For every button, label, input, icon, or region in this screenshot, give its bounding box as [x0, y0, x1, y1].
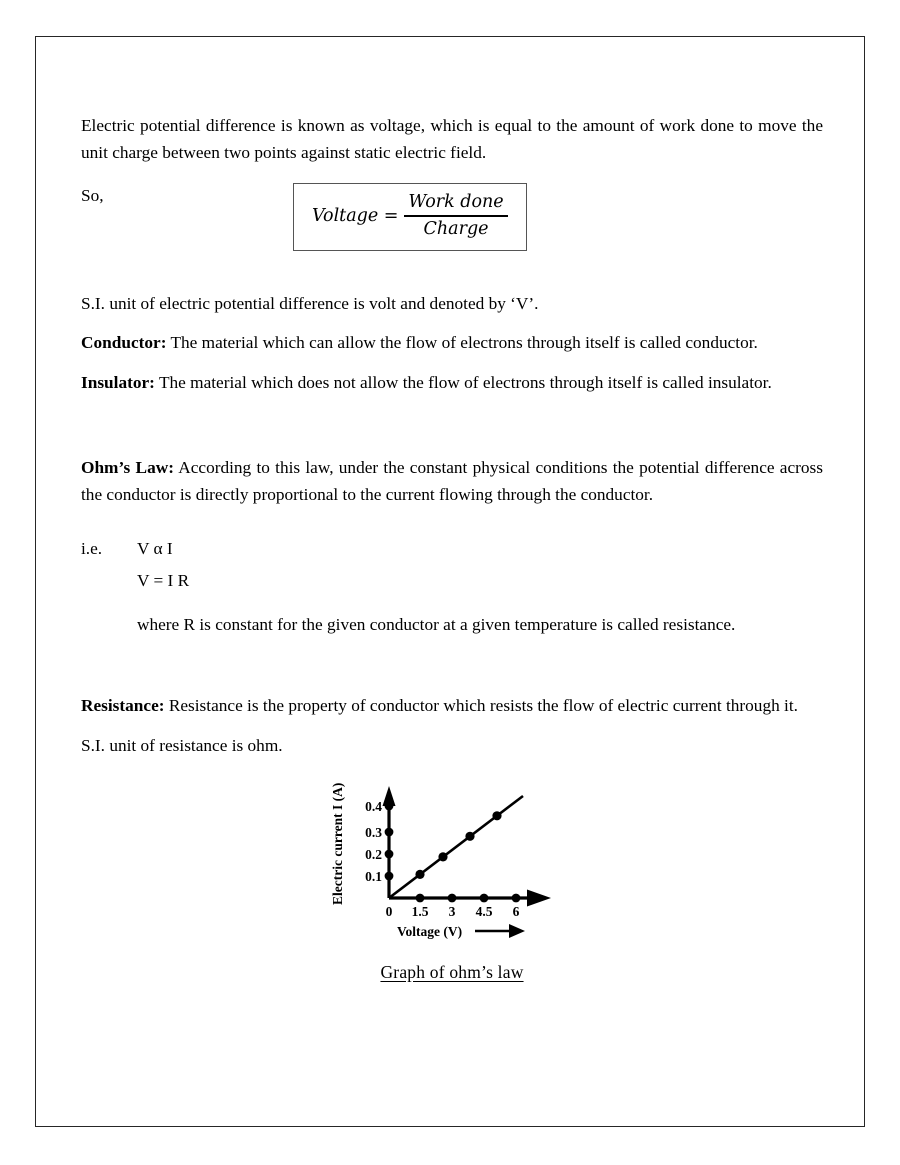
definition-ohms-law: According to this law, under the constant physical conditions the potential difference across the conductor is directly proportional to the current flowing through the conductor.	[81, 457, 823, 504]
y-axis-label: Electric current I (A)	[330, 782, 345, 905]
x-tick-label: 4.5	[475, 903, 493, 919]
x-axis-arrowhead	[527, 889, 551, 906]
data-point	[415, 869, 424, 878]
spacer	[81, 397, 823, 437]
spacer	[81, 251, 823, 291]
x-tick-dot	[416, 893, 425, 902]
spacer	[81, 437, 823, 455]
spacer	[81, 720, 823, 733]
paragraph-si-unit-resistance: S.I. unit of resistance is ohm.	[81, 735, 283, 755]
formula-lhs: Voltage =	[312, 205, 399, 226]
term-ohms-law: Ohm’s Law:	[81, 457, 174, 477]
y-tick-label: 0.3	[365, 824, 382, 840]
y-tick-dot	[385, 871, 394, 880]
x-tick-dot	[512, 893, 521, 902]
y-tick-dot	[385, 849, 394, 858]
term-conductor: Conductor:	[81, 333, 167, 353]
voltage-formula-box	[293, 183, 527, 251]
expression-proportionality: V α I	[137, 538, 173, 558]
data-series-line	[389, 796, 523, 898]
document-content	[81, 113, 823, 983]
definition-insulator: The material which does not allow the flow of electrons through itself is called insulator.	[154, 373, 772, 393]
ohms-law-graph	[327, 780, 577, 960]
spacer	[81, 509, 823, 533]
formula-fraction	[404, 192, 507, 240]
data-point	[438, 852, 447, 861]
paragraph-insulator	[81, 370, 823, 397]
formula-row	[81, 183, 823, 251]
x-tick-label: 1.5	[411, 903, 429, 919]
y-tick-dot	[385, 827, 394, 836]
formula-denominator: Charge	[423, 218, 489, 239]
formula-numerator: Work done	[408, 191, 504, 212]
paragraph-si-unit-voltage: S.I. unit of electric potential difference is volt and denoted by ‘V’.	[81, 293, 539, 313]
x-axis-label: Voltage (V)	[397, 923, 463, 939]
term-resistance: Resistance:	[81, 696, 165, 716]
data-point	[465, 831, 474, 840]
y-tick-label: 0.2	[365, 846, 382, 862]
ohms-law-figure	[81, 780, 823, 983]
definition-resistance: Resistance is the property of conductor which resists the flow of electric current through it.	[164, 696, 798, 716]
proportionality-line	[81, 533, 823, 566]
x-tick-label: 6	[512, 903, 520, 919]
equation-line	[81, 565, 823, 598]
spacer	[81, 357, 823, 370]
so-label: So,	[81, 185, 104, 205]
paragraph-resistance	[81, 693, 823, 720]
voltage-equation	[312, 192, 508, 240]
y-tick-label: 0.4	[365, 798, 382, 814]
spacer	[81, 639, 823, 679]
x-tick-label: 0	[385, 903, 393, 919]
y-tick-dot	[385, 801, 394, 810]
term-insulator: Insulator:	[81, 373, 155, 393]
definition-conductor: The material which can allow the flow of electrons through itself is called conductor.	[166, 333, 758, 353]
figure-caption: Graph of ohm’s law	[380, 961, 524, 982]
paragraph-conductor	[81, 330, 823, 357]
where-clause: where R is constant for the given conductor at a given temperature is called resistance.	[137, 615, 736, 635]
paragraph-intro: Electric potential difference is known as voltage, which is equal to the amount of work done to move the unit charge between two points against static electric field.	[81, 116, 823, 162]
x-tick-dot	[480, 893, 489, 902]
spacer	[81, 317, 823, 330]
x-axis-title-arrowhead	[509, 924, 525, 938]
spacer	[81, 679, 823, 693]
y-tick-label: 0.1	[365, 868, 382, 884]
data-point	[492, 811, 501, 820]
x-tick-label: 3	[448, 903, 456, 919]
paragraph-ohms-law	[81, 455, 823, 509]
expression-ohms-equation: V = I R	[137, 571, 190, 591]
ie-label: i.e.	[81, 538, 103, 558]
x-tick-dot	[448, 893, 457, 902]
page-sheet	[35, 36, 865, 1127]
